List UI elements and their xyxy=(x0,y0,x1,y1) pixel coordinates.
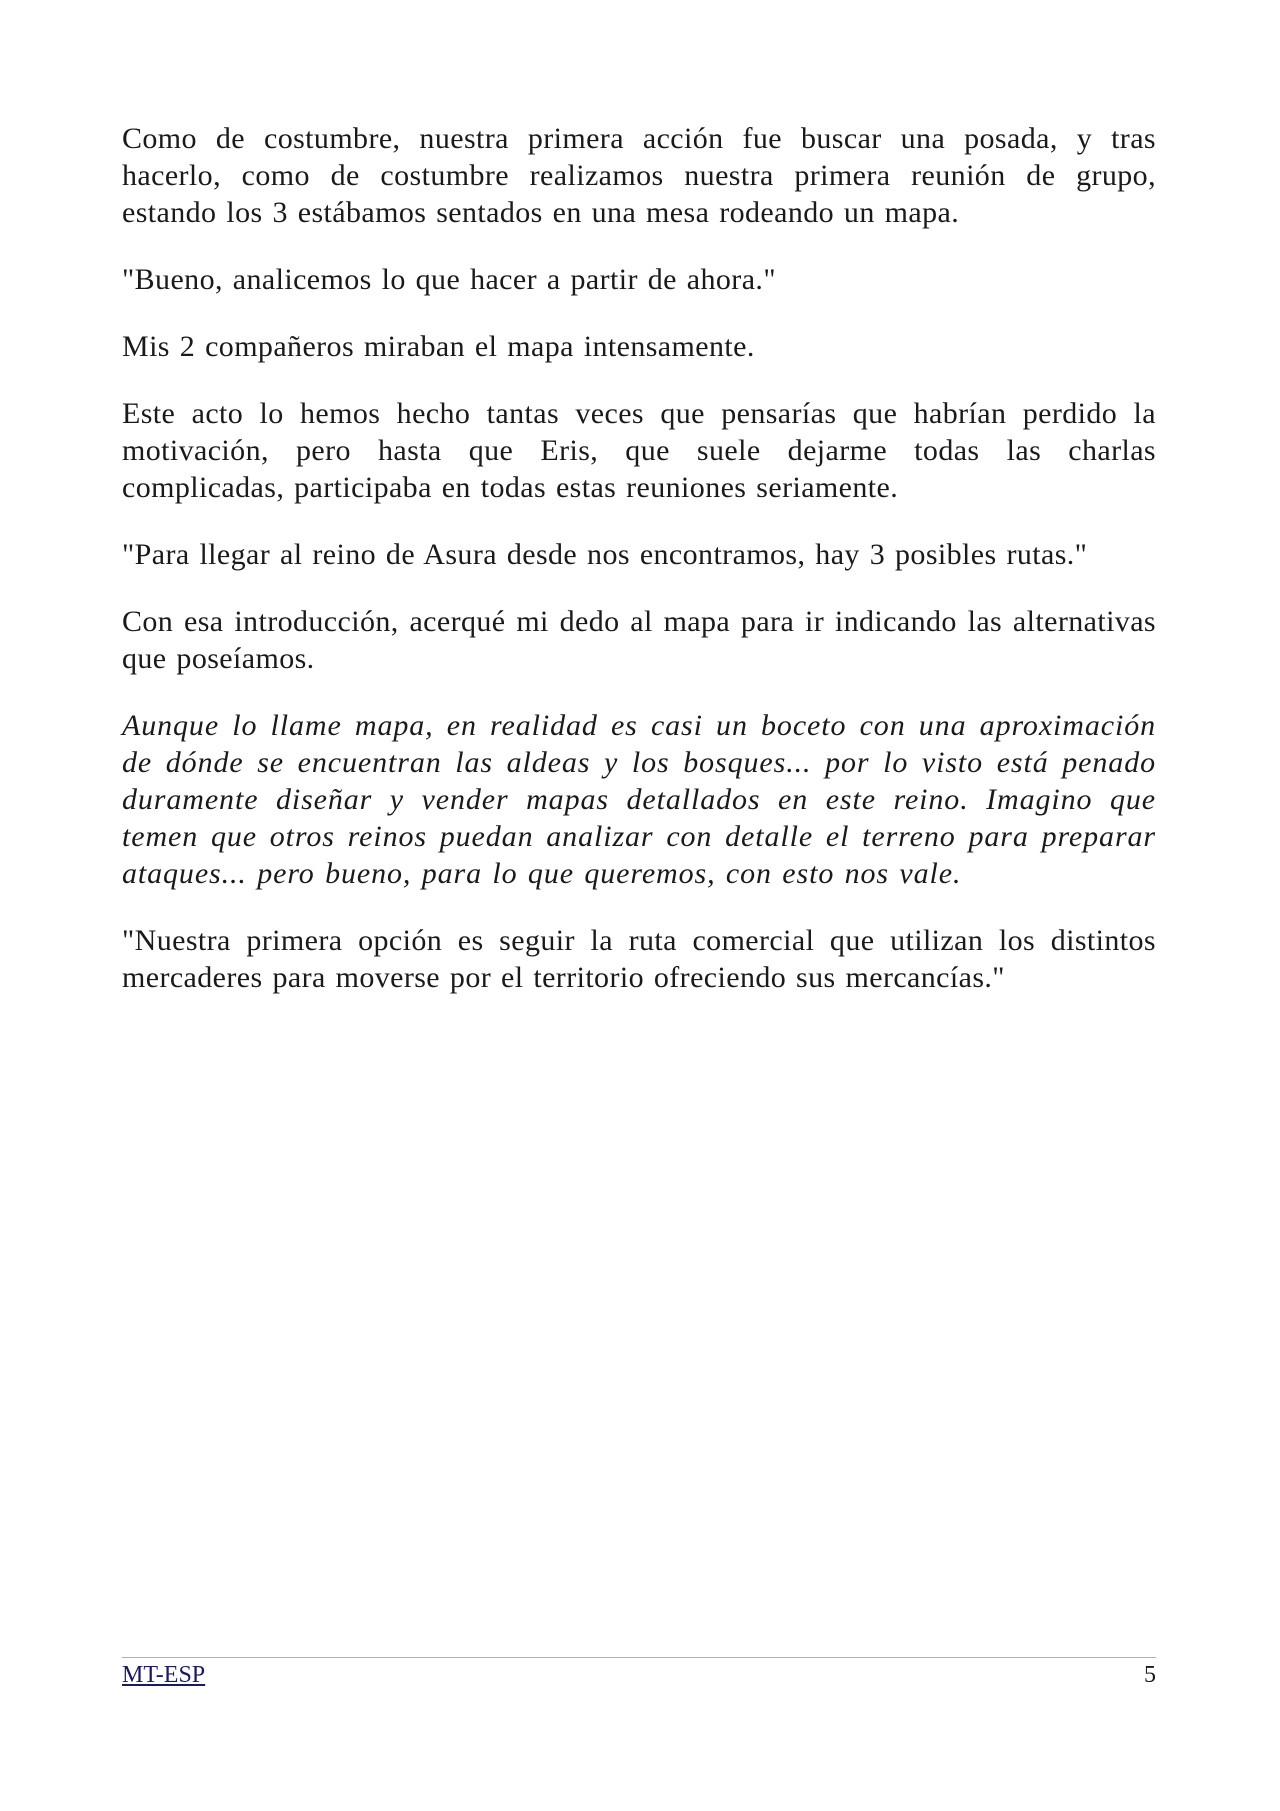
paragraph: "Bueno, analicemos lo que hacer a partir de ahora." xyxy=(122,263,776,296)
paragraph: Mis 2 compañeros miraban el mapa intensamente. xyxy=(122,330,755,363)
page-body xyxy=(122,120,1156,1026)
footer-divider xyxy=(122,1657,1156,1658)
page-footer xyxy=(122,1662,1156,1694)
paragraph: "Nuestra primera opción es seguir la ruta comercial que utilizan los distintos mercaderes para moverse por el territorio ofreciendo sus mercancías." xyxy=(122,924,1156,994)
page-number: 5 xyxy=(1144,1662,1156,1688)
paragraph: Con esa introducción, acerqué mi dedo al mapa para ir indicando las alternativas que poseíamos. xyxy=(122,605,1156,675)
paragraph: "Para llegar al reino de Asura desde nos encontramos, hay 3 posibles rutas." xyxy=(122,538,1088,571)
italic-paragraph: Aunque lo llame mapa, en realidad es casi un boceto con una aproximación de dónde se encuentran las aldeas y los bosques... por lo visto está penado duramente diseñar y vender mapas detallados en este reino. Imagino que temen que otros reinos puedan analizar con detalle el terreno para preparar ataques... pero bueno, para lo que queremos, con esto nos vale. xyxy=(122,709,1156,890)
paragraph: Este acto lo hemos hecho tantas veces que pensarías que habrían perdido la motivación, pero hasta que Eris, que suele dejarme todas las charlas complicadas, participaba en todas estas reuniones seriamente. xyxy=(122,397,1156,504)
paragraph: Como de costumbre, nuestra primera acción fue buscar una posada, y tras hacerlo, como de costumbre realizamos nuestra primera reunión de grupo, estando los 3 estábamos sentados en una mesa rodeando un mapa. xyxy=(122,122,1156,229)
footer-link[interactable]: MT-ESP xyxy=(122,1662,206,1688)
